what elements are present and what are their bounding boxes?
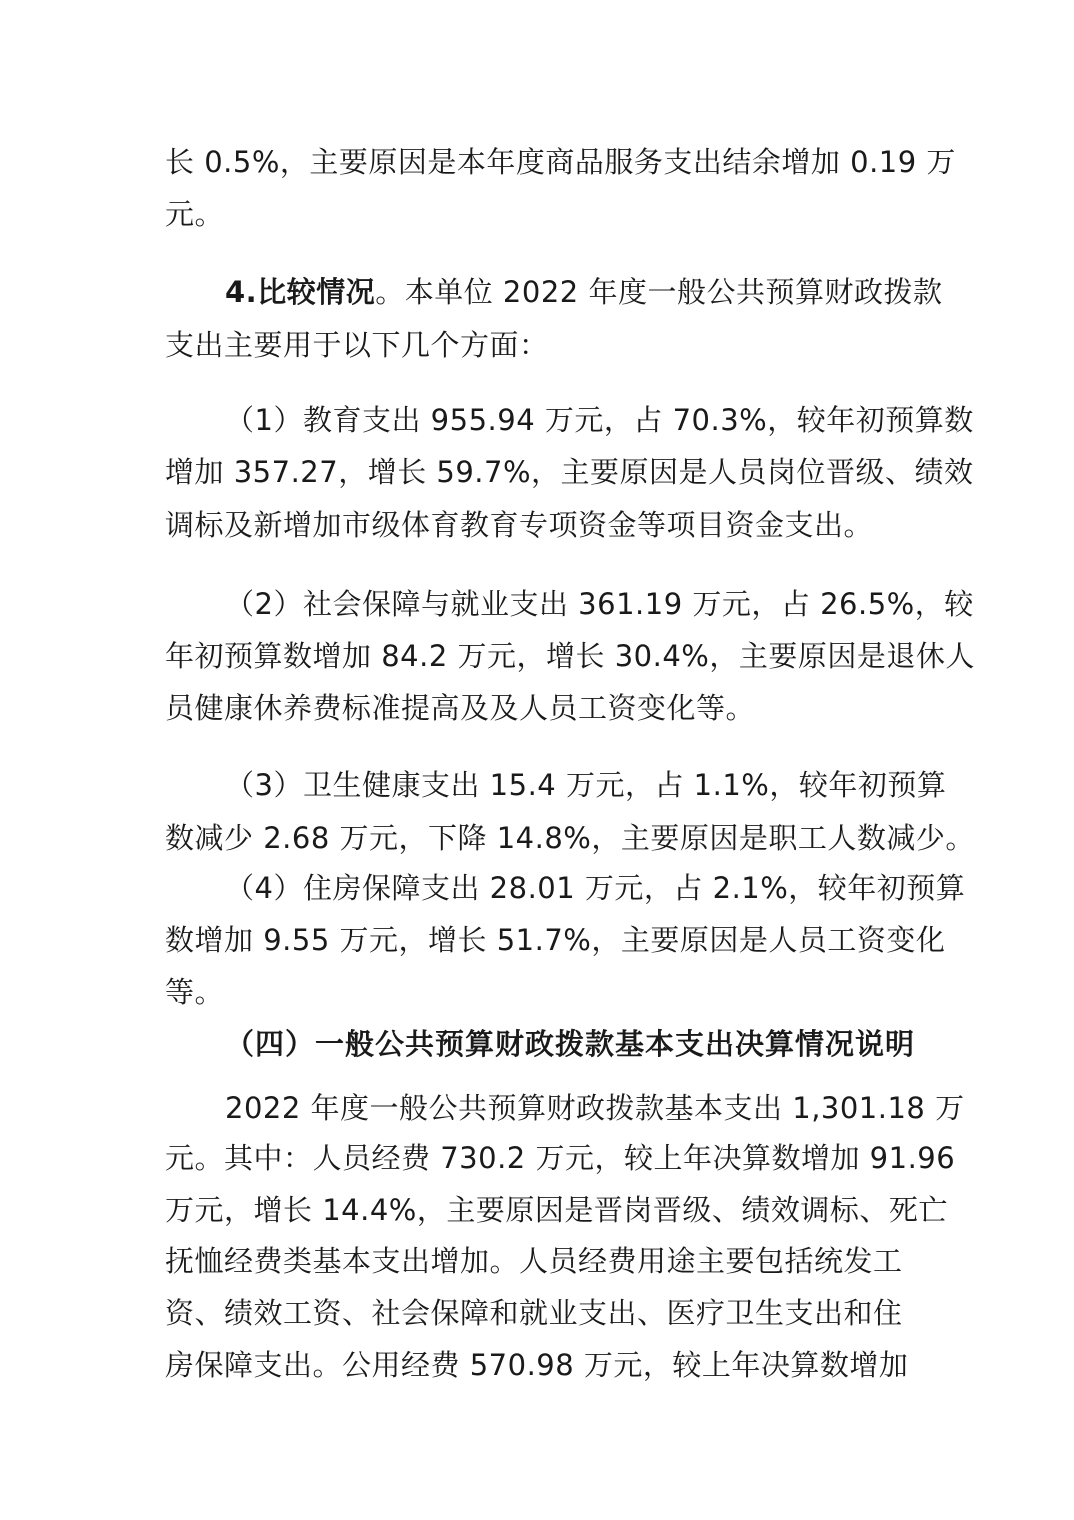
text-line: 元。 <box>165 197 225 231</box>
text-line: （4）住房保障支出 28.01 万元，占 2.1%，较年初预算 <box>225 871 966 905</box>
text-line: 员健康休养费标准提高及及人员工资变化等。 <box>165 691 756 725</box>
text-line: （2）社会保障与就业支出 361.19 万元，占 26.5%，较 <box>225 587 974 621</box>
text-line: 等。 <box>165 975 225 1009</box>
text-line: 数增加 9.55 万元，增长 51.7%，主要原因是人员工资变化 <box>165 923 946 957</box>
text-line: （1）教育支出 955.94 万元，占 70.3%，较年初预算数 <box>225 403 974 437</box>
text-line: 2022 年度一般公共预算财政拨款基本支出 1,301.18 万 <box>225 1091 965 1125</box>
text-line: 调标及新增加市级体育教育专项资金等项目资金支出。 <box>165 508 874 542</box>
text-span: 。本单位 2022 年度一般公共预算财政拨款 <box>375 275 943 309</box>
section-label: 4.比较情况 <box>225 275 376 309</box>
text-line: 万元，增长 14.4%，主要原因是晋岗晋级、绩效调标、死亡 <box>165 1193 948 1227</box>
text-line: 增加 357.27，增长 59.7%，主要原因是人员岗位晋级、绩效 <box>165 455 974 489</box>
text-line: 长 0.5%，主要原因是本年度商品服务支出结余增加 0.19 万 <box>165 145 956 179</box>
text-line: 支出主要用于以下几个方面： <box>165 328 549 362</box>
text-line: 数减少 2.68 万元，下降 14.8%，主要原因是职工人数减少。 <box>165 821 975 855</box>
section-heading: （四）一般公共预算财政拨款基本支出决算情况说明 <box>225 1027 916 1061</box>
text-line: 元。其中：人员经费 730.2 万元，较上年决算数增加 91.96 <box>165 1141 956 1175</box>
text-line: 房保障支出。公用经费 570.98 万元，较上年决算数增加 <box>165 1348 909 1382</box>
text-line: 年初预算数增加 84.2 万元，增长 30.4%，主要原因是退休人 <box>165 639 975 673</box>
text-line: （3）卫生健康支出 15.4 万元，占 1.1%，较年初预算 <box>225 768 947 802</box>
paragraph-4 <box>225 272 942 312</box>
text-line: 资、绩效工资、社会保障和就业支出、医疗卫生支出和住 <box>165 1296 903 1330</box>
text-line: 抚恤经费类基本支出增加。人员经费用途主要包括统发工 <box>165 1244 903 1278</box>
